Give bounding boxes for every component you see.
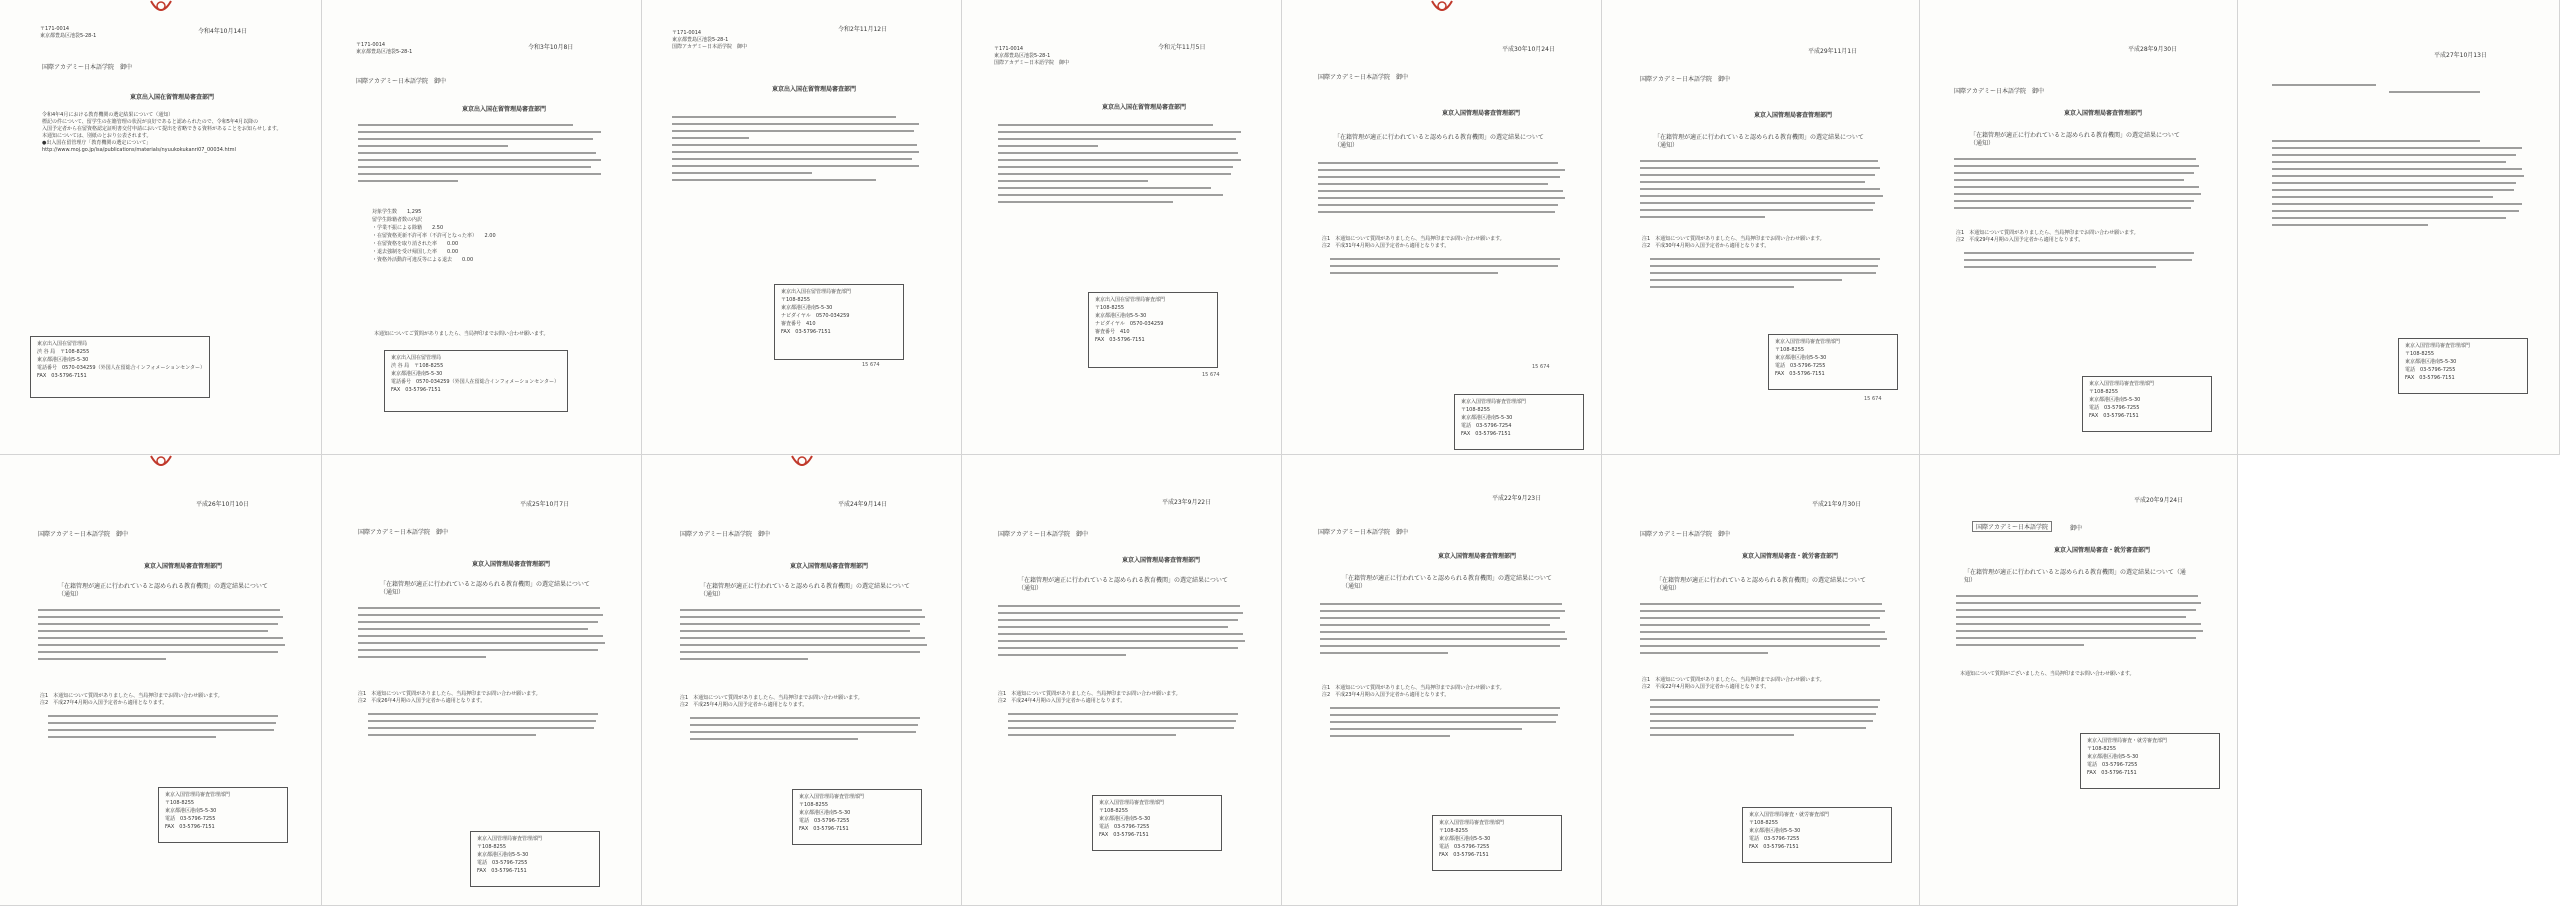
reference-mark: 15 674 bbox=[1864, 396, 1882, 402]
note-line: 注2 平成23年4月期の入国予定者から適用となります。 bbox=[1322, 692, 1450, 698]
contact-line: 電話番号 0570-034259（外国人在留総合インフォメーションセンター） bbox=[37, 365, 205, 371]
letter-date: 令和元年11月5日 bbox=[1158, 44, 1206, 51]
letter-h21 bbox=[1602, 455, 1920, 906]
recipient: 国際アカデミー日本語学院 bbox=[1972, 521, 2052, 532]
contact-line: 東京都港区港南5-5-30 bbox=[1749, 828, 1801, 834]
contact-line: 〒108-8255 bbox=[477, 844, 507, 850]
notes bbox=[1642, 236, 1825, 250]
letter-body bbox=[1320, 603, 1575, 659]
letter-date: 平成25年10月7日 bbox=[520, 501, 570, 508]
contact-box bbox=[2398, 338, 2528, 394]
contact-line: 審査番号 410 bbox=[781, 321, 816, 327]
note-line: 注2 平成25年4月期の入国予定者から適用となります。 bbox=[680, 702, 808, 708]
contact-line: 東京入国管理局審査管理部門 bbox=[165, 792, 231, 798]
postal-code: 〒171-0014 bbox=[356, 42, 386, 48]
letter-date: 平成21年9月30日 bbox=[1812, 501, 1862, 508]
letter-r03 bbox=[322, 0, 642, 455]
letter-date: 平成27年10月13日 bbox=[2434, 52, 2487, 59]
notes-body bbox=[48, 715, 288, 743]
note-line: 注1 本通知について質問がありましたら、当局押印までお問い合わせ願います。 bbox=[1322, 236, 1505, 242]
letter-date: 平成26年10月10日 bbox=[196, 501, 249, 508]
contact-line: 〒108-8255 bbox=[1099, 808, 1129, 814]
letter-subject: 「在籍管理が適正に行われていると認められる教育機関」の選定結果について（通知） bbox=[1334, 134, 1544, 149]
letter-r04 bbox=[0, 0, 322, 455]
contact-line: 東京都港区港南5-5-30 bbox=[1099, 816, 1151, 822]
contact-line: 電話 03-5796-7255 bbox=[1439, 844, 1490, 850]
contact-line: 東京都港区港南5-5-30 bbox=[781, 305, 833, 311]
notes-body bbox=[1330, 707, 1570, 742]
letter-date: 令和2年11月12日 bbox=[838, 26, 888, 33]
note-line: 本通知について質問がございましたら、当局押印までお問い合わせ願います。 bbox=[1960, 671, 2135, 677]
contact-line: 電話 03-5796-7255 bbox=[165, 816, 216, 822]
contact-line: 東京入国管理局審査管理部門 bbox=[1439, 820, 1505, 826]
address-block bbox=[994, 46, 1069, 67]
contact-line: 東京都港区港南5-5-30 bbox=[1095, 313, 1147, 319]
contact-line: 電話 03-5796-7255 bbox=[477, 860, 528, 866]
contact-box bbox=[1454, 394, 1584, 450]
letter-body bbox=[358, 124, 608, 187]
contact-line: 東京入国管理局審査管理部門 bbox=[1775, 339, 1841, 345]
note-line: 注2 平成29年4月期の入国予定者から適用となります。 bbox=[1956, 237, 2084, 243]
sender: 東京入国管理局審査管理部門 bbox=[144, 563, 223, 570]
contact-line: 東京都港区港南5-5-30 bbox=[799, 810, 851, 816]
letter-date: 平成23年9月22日 bbox=[1162, 499, 1212, 506]
footer-note: 本通知についてご質問がありましたら、当局押印までお問い合わせ願います。 bbox=[374, 331, 549, 337]
note-line: 注1 本通知について質問がありましたら、当局押印までお問い合わせ願います。 bbox=[1956, 230, 2139, 236]
letter-date: 平成28年9月30日 bbox=[2128, 46, 2178, 53]
contact-box bbox=[1742, 807, 1892, 863]
contact-box bbox=[470, 831, 600, 887]
contact-line: FAX 03-5796-7151 bbox=[1775, 371, 1825, 377]
notes bbox=[1956, 230, 2139, 244]
contact-line: 電話 03-5796-7255 bbox=[2087, 762, 2138, 768]
contact-line: ナビダイヤル 0570-034259 bbox=[781, 313, 850, 319]
sender: 東京入国管理局審査・就労審査部門 bbox=[1742, 553, 1839, 560]
contact-line: FAX 03-5796-7151 bbox=[477, 868, 527, 874]
contact-line: 渋 谷 局 〒108-8255 bbox=[391, 363, 444, 369]
recipient: 国際アカデミー日本語学院 御中 bbox=[680, 531, 770, 538]
notes-body bbox=[1650, 258, 1890, 293]
notice-line: ●出入国在留管理庁「教育機関の選定について」 bbox=[42, 140, 152, 146]
note-line: 注1 本通知について質問がありましたら、当局押印までお問い合わせ願います。 bbox=[680, 695, 863, 701]
contact-line: ナビダイヤル 0570-034259 bbox=[1095, 321, 1164, 327]
contact-line: 〒108-8255 bbox=[2087, 746, 2117, 752]
reference-mark: 15 674 bbox=[1532, 364, 1550, 370]
letter-date: 平成24年9月14日 bbox=[838, 501, 888, 508]
contact-line: 電話 03-5796-7255 bbox=[1775, 363, 1826, 369]
address-line: 東京都豊島区池袋5-28-1 bbox=[672, 37, 729, 43]
recipient: 国際アカデミー日本語学院 御中 bbox=[1954, 88, 2044, 95]
sender: 東京入国管理局審査管理部門 bbox=[1122, 557, 1201, 564]
ministry-emblem-icon bbox=[147, 455, 175, 476]
contact-line: 〒108-8255 bbox=[1095, 305, 1125, 311]
note-line: 注2 平成26年4月期の入国予定者から適用となります。 bbox=[358, 698, 486, 704]
contact-box bbox=[2080, 733, 2220, 789]
contact-line: 東京入国管理局審査・就労審査部門 bbox=[1749, 812, 1830, 818]
letter-h27 bbox=[2238, 0, 2560, 455]
note-line: 注1 本通知について質問がありましたら、当局押印までお問い合わせ願います。 bbox=[998, 691, 1181, 697]
address-line: 東京都豊島区池袋5-28-1 bbox=[40, 33, 97, 39]
contact-line: 〒108-8255 bbox=[799, 802, 829, 808]
notes bbox=[1322, 685, 1505, 699]
contact-line: 東京都港区港南5-5-30 bbox=[37, 357, 89, 363]
recipient: 国際アカデミー日本語学院 御中 bbox=[358, 529, 448, 536]
contact-line: 電話 03-5796-7255 bbox=[2089, 405, 2140, 411]
recipient-suffix: 御中 bbox=[2070, 525, 2083, 532]
notes-body bbox=[1964, 252, 2204, 273]
contact-line: 〒108-8255 bbox=[165, 800, 195, 806]
reference-mark: 15 674 bbox=[1202, 372, 1220, 378]
ministry-emblem-icon bbox=[1428, 0, 1456, 21]
notice-url: http://www.moj.go.jp/isa/publications/materials/nyuukokukanri07_00034.html bbox=[42, 147, 236, 153]
note-line: 注1 本通知について質問がありましたら、当局押印までお問い合わせ願います。 bbox=[1322, 685, 1505, 691]
contact-line: 東京都港区港南5-5-30 bbox=[2405, 359, 2457, 365]
contact-line: 東京出入国在留管理局審査部門 bbox=[1095, 297, 1166, 303]
letter-body bbox=[2272, 140, 2532, 231]
contact-line: 東京入国管理局審査管理部門 bbox=[477, 836, 543, 842]
sender: 東京入国管理局審査管理部門 bbox=[1442, 110, 1521, 117]
postal-code: 〒171-0014 bbox=[40, 26, 70, 32]
contact-line: 東京都港区港南5-5-30 bbox=[165, 808, 217, 814]
letter-h20 bbox=[1920, 455, 2238, 906]
contact-line: 電話 03-5796-7255 bbox=[799, 818, 850, 824]
notice-line: 本通知については、別紙のとおり公表されます。 bbox=[42, 133, 152, 139]
contact-line: 〒108-8255 bbox=[1749, 820, 1779, 826]
contact-line: FAX 03-5796-7151 bbox=[1439, 852, 1489, 858]
contact-line: FAX 03-5796-7151 bbox=[165, 824, 215, 830]
contact-line: 電話番号 0570-034259（外国人在留総合インフォメーションセンター） bbox=[391, 379, 559, 385]
letter-body bbox=[1954, 158, 2209, 214]
letter-h28 bbox=[1920, 0, 2238, 455]
notes bbox=[1322, 236, 1505, 250]
notes bbox=[358, 691, 541, 705]
statistics-list bbox=[372, 208, 496, 264]
notes-body bbox=[1008, 713, 1248, 741]
notice-line: 入国予定者から在留資格認定証明書交付申請において提出を省略できる資料があることをお知らせします。 bbox=[42, 126, 282, 132]
contact-line: 〒108-8255 bbox=[2405, 351, 2435, 357]
note-line: 注1 本通知について質問がありましたら、当局押印までお問い合わせ願います。 bbox=[1642, 236, 1825, 242]
statistic-item: 対象学生数 1,295 bbox=[372, 209, 422, 215]
recipient: 国際アカデミー日本語学院 御中 bbox=[38, 531, 128, 538]
letter-r01 bbox=[962, 0, 1282, 455]
letter-h23 bbox=[962, 455, 1282, 906]
ministry-emblem-icon bbox=[788, 455, 816, 476]
contact-line: 東京入国管理局審査管理部門 bbox=[2405, 343, 2471, 349]
contact-box bbox=[2082, 376, 2212, 432]
statistic-item: ・在留資格更新不許可率（不許可となった率） 2.00 bbox=[372, 233, 496, 239]
contact-line: 東京入国管理局審査管理部門 bbox=[2089, 381, 2155, 387]
letter-h29 bbox=[1602, 0, 1920, 455]
contact-line: 東京都港区港南5-5-30 bbox=[1461, 415, 1513, 421]
notes-body bbox=[368, 713, 608, 741]
contact-line: FAX 03-5796-7151 bbox=[37, 373, 87, 379]
contact-line: 東京都港区港南5-5-30 bbox=[391, 371, 443, 377]
letter-subject: 「在籍管理が適正に行われていると認められる教育機関」の選定結果について（通知） bbox=[1964, 569, 2186, 584]
notes-body bbox=[690, 717, 930, 745]
contact-line: 電話 03-5796-7254 bbox=[1461, 423, 1512, 429]
contact-line: FAX 03-5796-7151 bbox=[1099, 832, 1149, 838]
sender: 東京入国管理局審査管理部門 bbox=[1754, 112, 1833, 119]
note-line: 注1 本通知について質問がありましたら、当局押印までお問い合わせ願います。 bbox=[1642, 677, 1825, 683]
contact-line: 東京出入国在留管理局 bbox=[391, 355, 442, 361]
notes-body bbox=[1330, 258, 1570, 279]
contact-line: FAX 03-5796-7151 bbox=[1749, 844, 1799, 850]
contact-line: 東京都港区港南5-5-30 bbox=[1775, 355, 1827, 361]
recipient: 国際アカデミー日本語学院 御中 bbox=[1640, 531, 1730, 538]
letter-date: 平成29年11月1日 bbox=[1808, 48, 1858, 55]
recipient: 国際アカデミー日本語学院 御中 bbox=[994, 60, 1069, 66]
letter-body bbox=[358, 607, 613, 663]
sender: 東京入国管理局審査・就労審査部門 bbox=[2054, 547, 2151, 554]
letter-h24 bbox=[642, 455, 962, 906]
sender: 東京出入国在留管理局審査部門 bbox=[130, 94, 215, 101]
letter-body bbox=[998, 605, 1253, 661]
notes bbox=[998, 691, 1181, 705]
letter-header bbox=[2272, 84, 2532, 98]
statistic-item: ・在留資格を取り消された率 0.00 bbox=[372, 241, 459, 247]
letter-body bbox=[998, 124, 1248, 208]
recipient: 国際アカデミー日本語学院 御中 bbox=[1640, 76, 1730, 83]
contact-line: 東京都港区港南5-5-30 bbox=[2089, 397, 2141, 403]
contact-line: FAX 03-5796-7151 bbox=[2405, 375, 2455, 381]
contact-line: 電話 03-5796-7255 bbox=[1749, 836, 1800, 842]
contact-box bbox=[1092, 795, 1222, 851]
letter-h30 bbox=[1282, 0, 1602, 455]
contact-line: 〒108-8255 bbox=[1439, 828, 1469, 834]
address-line: 東京都豊島区池袋5-28-1 bbox=[356, 49, 413, 55]
contact-line: 〒108-8255 bbox=[781, 297, 811, 303]
letter-body bbox=[1640, 603, 1895, 659]
note-line: 注1 本通知について質問がありましたら、当局押印までお問い合わせ願います。 bbox=[358, 691, 541, 697]
sender: 東京入国管理局審査管理部門 bbox=[2064, 110, 2143, 117]
contact-line: FAX 03-5796-7151 bbox=[1095, 337, 1145, 343]
letter-subject: 「在籍管理が適正に行われていると認められる教育機関」の選定結果について（通知） bbox=[380, 581, 590, 596]
contact-box bbox=[1088, 292, 1218, 368]
contact-line: 電話 03-5796-7255 bbox=[2405, 367, 2456, 373]
letter-r02 bbox=[642, 0, 962, 455]
contact-line: FAX 03-5796-7151 bbox=[799, 826, 849, 832]
letter-subject: 「在籍管理が適正に行われていると認められる教育機関」の選定結果について（通知） bbox=[1342, 575, 1552, 590]
contact-line: 東京入国管理局審査・就労審査部門 bbox=[2087, 738, 2168, 744]
letter-subject: 「在籍管理が適正に行われていると認められる教育機関」の選定結果について（通知） bbox=[1656, 577, 1866, 592]
note-line: 注2 平成22年4月期の入国予定者から適用となります。 bbox=[1642, 684, 1770, 690]
letter-date: 令和4年10月14日 bbox=[198, 28, 248, 35]
letter-h25 bbox=[322, 455, 642, 906]
notes bbox=[1642, 677, 1825, 691]
contact-box bbox=[30, 336, 210, 398]
sender: 東京出入国在留管理局審査部門 bbox=[462, 106, 547, 113]
recipient: 国際アカデミー日本語学院 御中 bbox=[1318, 529, 1408, 536]
postal-code: 〒171-0014 bbox=[994, 46, 1024, 52]
letter-body bbox=[1640, 160, 1890, 223]
contact-line: 電話 03-5796-7255 bbox=[1099, 824, 1150, 830]
letter-date: 平成30年10月24日 bbox=[1502, 46, 1555, 53]
ministry-emblem-icon bbox=[147, 0, 175, 21]
letter-date: 平成22年9月23日 bbox=[1492, 495, 1542, 502]
empty-area bbox=[2238, 455, 2560, 906]
note-line: 注2 平成27年4月期の入国予定者から適用となります。 bbox=[40, 700, 168, 706]
letter-subject: 「在籍管理が適正に行われていると認められる教育機関」の選定結果について（通知） bbox=[1018, 577, 1228, 592]
letter-subject: 「在籍管理が適正に行われていると認められる教育機関」の選定結果について（通知） bbox=[1654, 134, 1864, 149]
notice-body bbox=[42, 112, 281, 154]
note-line: 注2 平成24年4月期の入国予定者から適用となります。 bbox=[998, 698, 1126, 704]
letter-body bbox=[1956, 595, 2211, 651]
notes-body bbox=[1650, 699, 1890, 741]
contact-line: 東京出入国在留管理局 bbox=[37, 341, 88, 347]
letter-date: 令和3年10月8日 bbox=[528, 44, 574, 51]
contact-line: FAX 03-5796-7151 bbox=[391, 387, 441, 393]
letter-body bbox=[680, 609, 935, 665]
statistic-item: 留学生除籍者数の内訳 bbox=[372, 217, 423, 223]
contact-line: FAX 03-5796-7151 bbox=[1461, 431, 1511, 437]
notice-line: 標記の件について、留学生の在籍管理の状況が良好であると認められたので、令和5年4月以降の bbox=[42, 119, 259, 125]
sender: 東京入国管理局審査管理部門 bbox=[1438, 553, 1517, 560]
contact-box bbox=[774, 284, 904, 360]
sender: 東京出入国在留管理局審査部門 bbox=[1102, 104, 1187, 111]
statistic-item: ・資格外活動許可違反等による退去 0.00 bbox=[372, 257, 474, 263]
letter-body bbox=[38, 609, 293, 665]
address-block bbox=[356, 42, 412, 56]
contact-line: 東京出入国在留管理局審査部門 bbox=[781, 289, 852, 295]
reference-mark: 15 674 bbox=[862, 362, 880, 368]
letter-date: 平成20年9月24日 bbox=[2134, 497, 2184, 504]
letter-subject: 「在籍管理が適正に行われていると認められる教育機関」の選定結果について（通知） bbox=[700, 583, 910, 598]
address-line: 東京都豊島区池袋5-28-1 bbox=[994, 53, 1051, 59]
contact-box bbox=[792, 789, 922, 845]
contact-line: 〒108-8255 bbox=[1775, 347, 1805, 353]
recipient: 国際アカデミー日本語学院 御中 bbox=[672, 44, 747, 50]
address-block bbox=[40, 26, 96, 40]
notes bbox=[1960, 671, 2135, 678]
letter-body bbox=[1318, 162, 1573, 218]
recipient: 国際アカデミー日本語学院 御中 bbox=[42, 64, 132, 71]
postal-code: 〒171-0014 bbox=[672, 30, 702, 36]
contact-line: 〒108-8255 bbox=[2089, 389, 2119, 395]
recipient: 国際アカデミー日本語学院 御中 bbox=[356, 78, 446, 85]
sender: 東京入国管理局審査管理部門 bbox=[790, 563, 869, 570]
sender: 東京出入国在留管理局審査部門 bbox=[772, 86, 857, 93]
contact-line: 東京入国管理局審査管理部門 bbox=[1461, 399, 1527, 405]
contact-line: 東京入国管理局審査管理部門 bbox=[799, 794, 865, 800]
contact-line: FAX 03-5796-7151 bbox=[2089, 413, 2139, 419]
note-line: 注1 本通知について質問がありましたら、当局押印までお問い合わせ願います。 bbox=[40, 693, 223, 699]
statistic-item: ・学業不振による除籍 2.50 bbox=[372, 225, 444, 231]
contact-line: 東京都港区港南5-5-30 bbox=[2087, 754, 2139, 760]
sender: 東京入国管理局審査管理部門 bbox=[472, 561, 551, 568]
notes bbox=[40, 693, 223, 707]
contact-box bbox=[1768, 334, 1898, 390]
contact-line: 審査番号 410 bbox=[1095, 329, 1130, 335]
contact-line: FAX 03-5796-7151 bbox=[2087, 770, 2137, 776]
contact-box bbox=[384, 350, 568, 412]
notice-line: 令和4年4月における教育機関の選定結果について（通知） bbox=[42, 112, 174, 118]
note-line: 注2 平成31年4月期の入国予定者から適用となります。 bbox=[1322, 243, 1450, 249]
recipient: 国際アカデミー日本語学院 御中 bbox=[998, 531, 1088, 538]
note-line: 注2 平成30年4月期の入国予定者から適用となります。 bbox=[1642, 243, 1770, 249]
address-block bbox=[672, 30, 747, 51]
contact-line: 東京都港区港南5-5-30 bbox=[1439, 836, 1491, 842]
contact-line: FAX 03-5796-7151 bbox=[781, 329, 831, 335]
statistic-item: ・退去強制を受け帰国した率 0.00 bbox=[372, 249, 459, 255]
contact-box bbox=[158, 787, 288, 843]
letter-h22 bbox=[1282, 455, 1602, 906]
letter-h26 bbox=[0, 455, 322, 906]
letter-subject: 「在籍管理が適正に行われていると認められる教育機関」の選定結果について（通知） bbox=[58, 583, 268, 598]
contact-line: 東京都港区港南5-5-30 bbox=[477, 852, 529, 858]
letter-body bbox=[672, 116, 927, 186]
contact-box bbox=[1432, 815, 1562, 871]
contact-line: 東京入国管理局審査管理部門 bbox=[1099, 800, 1165, 806]
letter-subject: 「在籍管理が適正に行われていると認められる教育機関」の選定結果について（通知） bbox=[1970, 132, 2180, 147]
contact-line: 渋 谷 局 〒108-8255 bbox=[37, 349, 90, 355]
contact-line: 〒108-8255 bbox=[1461, 407, 1491, 413]
notes bbox=[680, 695, 863, 709]
recipient: 国際アカデミー日本語学院 御中 bbox=[1318, 74, 1408, 81]
